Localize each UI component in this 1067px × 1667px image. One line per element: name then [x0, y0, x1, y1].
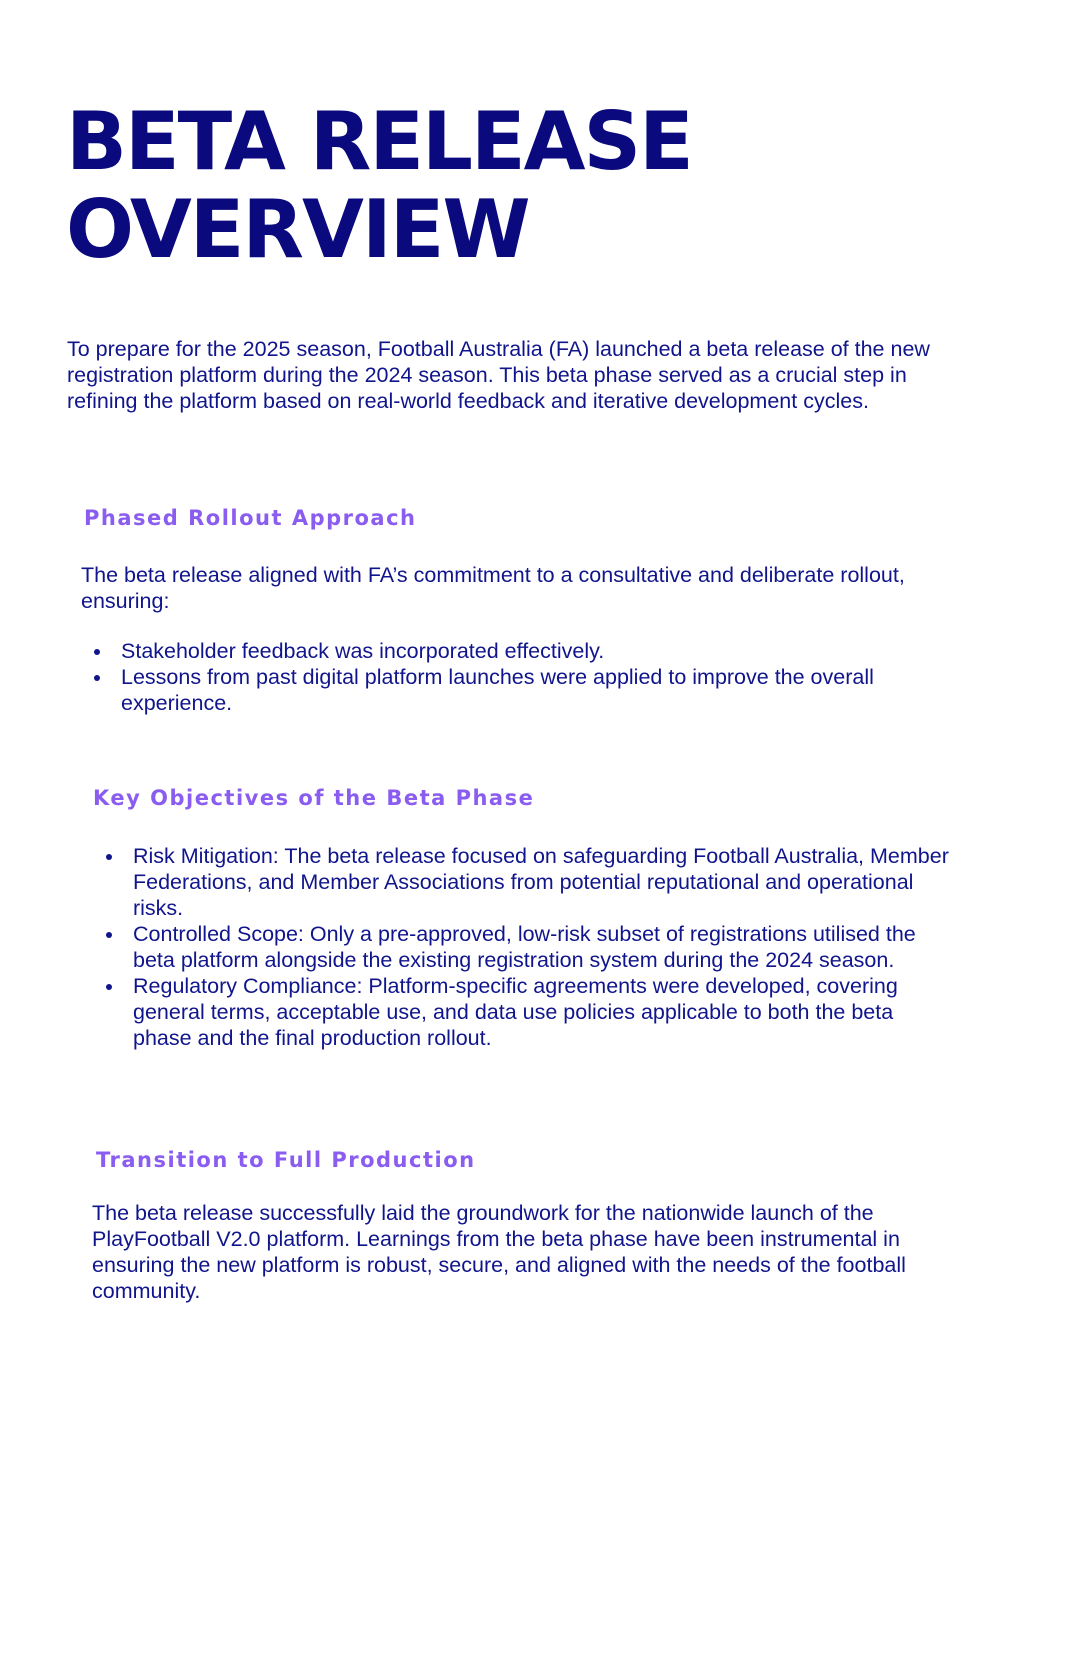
list-item	[93, 843, 953, 921]
intro-paragraph: To prepare for the 2025 season, Football Australia (FA) launched a beta release of the new registration platform during the 2024 season. This beta phase served as a crucial step in refining the platform based on real-world feedback and iterative development cycles.	[67, 337, 930, 413]
list-item-text: Stakeholder feedback was incorporated effectively.	[121, 639, 605, 663]
bullet-dot-icon	[106, 932, 112, 938]
section-heading-phased-rollout: Phased Rollout Approach	[84, 506, 417, 530]
phased-rollout-list	[81, 638, 941, 716]
page-title: BETA RELEASE OVERVIEW	[66, 95, 692, 276]
list-item	[93, 921, 953, 973]
bullet-dot-icon	[106, 984, 112, 990]
phased-rollout-body: The beta release aligned with FA’s commitment to a consultative and deliberate rollout, ensuring:	[81, 563, 905, 613]
list-item-text: Regulatory Compliance: Platform-specific agreements were developed, covering general terms, acceptable use, and data use policies applicable to both the beta phase and the final production rollout.	[133, 974, 898, 1050]
key-objectives-list	[93, 843, 953, 1051]
bullet-dot-icon	[94, 675, 100, 681]
list-item	[81, 664, 941, 716]
list-item-text: Lessons from past digital platform launches were applied to improve the overall experience.	[121, 665, 874, 715]
list-item	[93, 973, 953, 1051]
section-heading-key-objectives: Key Objectives of the Beta Phase	[93, 786, 535, 810]
bullet-dot-icon	[94, 649, 100, 655]
section-heading-transition: Transition to Full Production	[96, 1148, 476, 1172]
transition-body: The beta release successfully laid the groundwork for the nationwide launch of the PlayFootball V2.0 platform. Learnings from the beta phase have been instrumental in ensuring the new platform is robust, secure, and aligned with the needs of the football community.	[92, 1201, 906, 1303]
bullet-dot-icon	[106, 854, 112, 860]
list-item	[81, 638, 941, 664]
list-item-text: Risk Mitigation: The beta release focused on safeguarding Football Australia, Member Federations, and Member Associations from potential reputational and operational risks.	[133, 844, 949, 920]
list-item-text: Controlled Scope: Only a pre-approved, low-risk subset of registrations utilised the beta platform alongside the existing registration system during the 2024 season.	[133, 922, 916, 972]
